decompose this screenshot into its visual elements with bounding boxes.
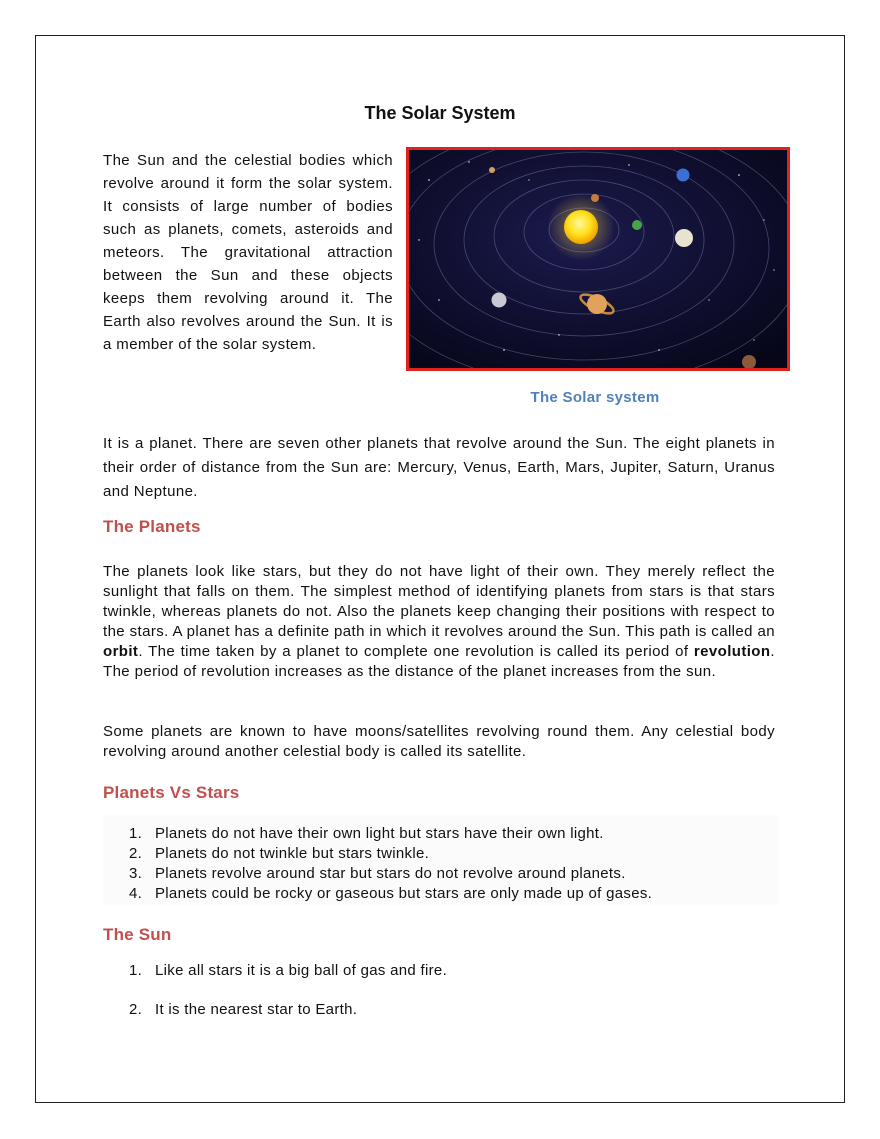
earth bbox=[632, 220, 642, 230]
satellites-paragraph: Some planets are known to have moons/satellites revolving round them. Any celestial body revolving around another celestial body is called its satellite. bbox=[103, 723, 775, 760]
revolution-term: revolution bbox=[693, 643, 771, 660]
solar-system-image bbox=[406, 147, 790, 371]
planets-vs-stars-list bbox=[103, 824, 652, 904]
neptune bbox=[677, 169, 690, 182]
intro-paragraph: The Sun and the celestial bodies which revolve around it form the solar system. It consists of large number of bodies such as planets, comets, asteroids and meteors. The gravitational attraction between the Sun and these objects keeps them revolving around it. The Earth also revolves around the Sun. It is a member of the solar system. bbox=[103, 152, 393, 353]
list-item bbox=[103, 824, 652, 844]
list-text: Planets do not have their own light but stars have their own light. bbox=[155, 825, 604, 842]
planets-paragraph bbox=[103, 562, 775, 682]
figure-caption: The Solar system bbox=[530, 389, 660, 406]
planets-text-e: . The period of revolution increases as the distance of the planet increases from the sun. bbox=[103, 643, 775, 680]
planets-vs-stars-heading: Planets Vs Stars bbox=[103, 783, 240, 802]
list-text: Planets revolve around star but stars do not revolve around planets. bbox=[155, 865, 626, 882]
uranus bbox=[492, 293, 507, 308]
mars bbox=[489, 167, 495, 173]
orbit-term: orbit bbox=[103, 643, 139, 660]
planets-text-a: The planets look like stars, but they do not have light of their own. They merely reflect the sunlight that falls on them. The simplest method of identifying planets from stars is that stars twinkle, whereas planets do not. Also the planets keep changing their positions with respect to the stars. A planet has a definite path in which it revolves around the Sun. This path is called an bbox=[103, 563, 775, 640]
sun-list bbox=[103, 962, 447, 1040]
planet-intro-paragraph: It is a planet. There are seven other planets that revolve around the Sun. The eight planets in their order of distance from the Sun are: Mercury, Venus, Earth, Mars, Jupiter, Saturn, Uranus and Neptune. bbox=[103, 435, 775, 500]
mercury bbox=[591, 194, 599, 202]
list-number: 4. bbox=[129, 885, 143, 902]
solar-system-illustration bbox=[409, 150, 787, 368]
sun bbox=[564, 210, 598, 244]
jupiter bbox=[675, 229, 693, 247]
list-text: Like all stars it is a big ball of gas and fire. bbox=[155, 962, 448, 979]
list-number: 1. bbox=[129, 825, 143, 842]
planets-heading: The Planets bbox=[103, 517, 201, 536]
list-text: Planets do not twinkle but stars twinkle. bbox=[155, 845, 430, 862]
list-item bbox=[103, 884, 652, 904]
list-item bbox=[103, 962, 447, 982]
list-text: It is the nearest star to Earth. bbox=[155, 1001, 358, 1018]
list-number: 1. bbox=[129, 962, 143, 979]
planets-text-c: . The time taken by a planet to complete one revolution is called its period of bbox=[138, 643, 694, 660]
list-item bbox=[103, 864, 652, 884]
list-item bbox=[103, 1001, 447, 1021]
page-title: The Solar System bbox=[364, 103, 516, 123]
sun-heading: The Sun bbox=[103, 925, 172, 944]
list-number: 2. bbox=[129, 1001, 143, 1018]
list-item bbox=[103, 844, 652, 864]
list-number: 2. bbox=[129, 845, 143, 862]
list-text: Planets could be rocky or gaseous but stars are only made up of gases. bbox=[155, 885, 653, 902]
list-number: 3. bbox=[129, 865, 143, 882]
